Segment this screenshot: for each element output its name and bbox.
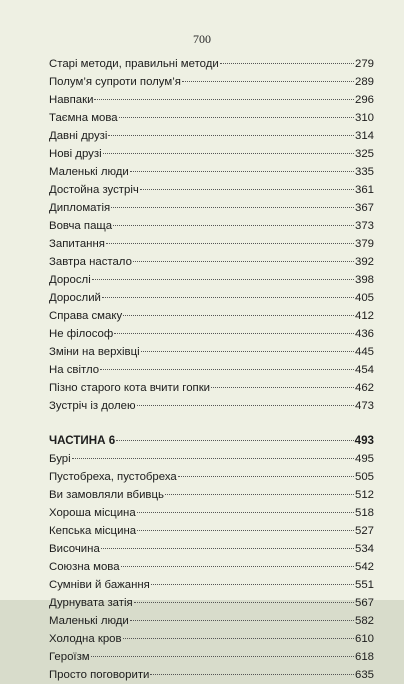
toc-entry [49, 91, 374, 109]
toc-entry [49, 558, 374, 576]
toc-entry [49, 486, 374, 504]
toc-part6-list [49, 450, 374, 684]
toc-entry-title: Достойна зустріч [49, 184, 139, 196]
dot-leader [123, 315, 354, 316]
toc-entry [49, 361, 374, 379]
dot-leader [137, 405, 354, 406]
toc-entry-title: Союзна мова [49, 561, 120, 573]
toc-entry-page-number: 373 [354, 220, 374, 232]
toc-entry [49, 343, 374, 361]
dot-leader [101, 548, 354, 549]
toc-entry-title: Справа смаку [49, 310, 123, 322]
toc-entry [49, 540, 374, 558]
toc-entry-page-number: 473 [354, 400, 374, 412]
toc-entry-page-number: 551 [354, 579, 374, 591]
dot-leader [130, 171, 354, 172]
toc-entry-title: Вовча паща [49, 220, 113, 232]
toc-entry-page-number: 325 [354, 148, 374, 160]
toc-entry [49, 307, 374, 325]
dot-leader [182, 81, 354, 82]
toc-entry-title: Нові друзі [49, 148, 102, 160]
toc-entry-title: Зустріч із долею [49, 400, 136, 412]
toc-entry [49, 181, 374, 199]
dot-leader [119, 117, 354, 118]
toc-entry [49, 522, 374, 540]
toc-entry-page-number: 505 [354, 471, 374, 483]
table-of-contents [49, 55, 374, 684]
toc-entry-title: Бурі [49, 453, 71, 465]
dot-leader [137, 512, 354, 513]
toc-entry-title: Дорослі [49, 274, 91, 286]
toc-entry-title: Дурнувата затія [49, 597, 133, 609]
toc-entry-title: Просто поговорити [49, 669, 150, 681]
toc-entry-page-number: 335 [354, 166, 374, 178]
toc-entry-page-number: 367 [354, 202, 374, 214]
toc-entry [49, 576, 374, 594]
dot-leader [116, 440, 354, 441]
toc-entry-page-number: 279 [354, 58, 374, 70]
toc-entry [49, 73, 374, 91]
dot-leader [150, 674, 354, 675]
toc-entry [49, 271, 374, 289]
dot-leader [113, 225, 354, 226]
toc-entry [49, 163, 374, 181]
toc-entry [49, 379, 374, 397]
dot-leader [141, 351, 354, 352]
toc-entry-title: Завтра настало [49, 256, 132, 268]
toc-entry-title: Пізно старого кота вчити гопки [49, 382, 211, 394]
toc-entry-title: Старі методи, правильні методи [49, 58, 219, 70]
toc-entry [49, 217, 374, 235]
toc-entry [49, 450, 374, 468]
toc-entry-title: Дипломатія [49, 202, 111, 214]
toc-section-list [49, 55, 374, 415]
dot-leader [133, 261, 354, 262]
toc-entry-title: Зміни на верхівці [49, 346, 140, 358]
dot-leader [106, 243, 354, 244]
dot-leader [103, 153, 354, 154]
toc-entry [49, 325, 374, 343]
toc-entry-title: Не філософ [49, 328, 114, 340]
toc-entry [49, 666, 374, 684]
toc-entry-title: Дорослий [49, 292, 101, 304]
toc-entry-page-number: 454 [354, 364, 374, 376]
toc-entry [49, 235, 374, 253]
toc-entry-title: Сумніви й бажання [49, 579, 150, 591]
dot-leader [111, 207, 354, 208]
toc-entry-page-number: 392 [354, 256, 374, 268]
dot-leader [130, 620, 354, 621]
toc-entry [49, 594, 374, 612]
toc-entry [49, 199, 374, 217]
toc-entry-title: Давні друзі [49, 130, 108, 142]
toc-entry-title: Ви замовляли вбивць [49, 489, 164, 501]
toc-entry-title: Височина [49, 543, 100, 555]
toc-entry [49, 55, 374, 73]
toc-entry-title: Запитання [49, 238, 105, 250]
dot-leader [137, 530, 354, 531]
toc-entry-page-number: 436 [354, 328, 374, 340]
toc-entry [49, 145, 374, 163]
toc-entry-page-number: 398 [354, 274, 374, 286]
toc-entry [49, 468, 374, 486]
toc-entry-title: Навпаки [49, 94, 94, 106]
dot-leader [211, 387, 354, 388]
dot-leader [100, 369, 354, 370]
toc-entry-page-number: 527 [354, 525, 374, 537]
toc-entry [49, 253, 374, 271]
toc-entry-title: Кепська місцина [49, 525, 137, 537]
toc-entry-page-number: 618 [354, 651, 374, 663]
dot-leader [94, 99, 354, 100]
toc-entry [49, 109, 374, 127]
dot-leader [102, 297, 354, 298]
toc-entry [49, 630, 374, 648]
toc-entry-page-number: 405 [354, 292, 374, 304]
dot-leader [92, 279, 354, 280]
toc-entry-page-number: 445 [354, 346, 374, 358]
toc-entry-page-number: 610 [354, 633, 374, 645]
toc-entry-page-number: 512 [354, 489, 374, 501]
dot-leader [165, 494, 354, 495]
toc-entry-title: Холодна кров [49, 633, 122, 645]
toc-entry [49, 289, 374, 307]
toc-entry-title: Маленькі люди [49, 166, 129, 178]
toc-entry [49, 504, 374, 522]
toc-entry-page-number: 534 [354, 543, 374, 555]
toc-entry [49, 397, 374, 415]
toc-entry-title: Героїзм [49, 651, 90, 663]
toc-entry-title: Таємна мова [49, 112, 118, 124]
toc-entry-page-number: 567 [354, 597, 374, 609]
dot-leader [114, 333, 354, 334]
dot-leader [134, 602, 354, 603]
dot-leader [140, 189, 354, 190]
part-page-number: 493 [354, 434, 374, 447]
toc-entry [49, 648, 374, 666]
toc-entry-page-number: 296 [354, 94, 374, 106]
toc-entry-title: Маленькі люди [49, 615, 129, 627]
toc-entry-page-number: 495 [354, 453, 374, 465]
dot-leader [151, 584, 354, 585]
toc-entry-page-number: 635 [354, 669, 374, 681]
toc-entry-title: Пустобреха, пустобреха [49, 471, 177, 483]
toc-part-heading [49, 432, 374, 450]
toc-entry-title: Полум’я супроти полум’я [49, 76, 181, 88]
toc-entry-page-number: 379 [354, 238, 374, 250]
toc-entry-page-number: 542 [354, 561, 374, 573]
page-number: 700 [193, 32, 211, 46]
toc-entry-title: Хороша місцина [49, 507, 136, 519]
dot-leader [121, 566, 354, 567]
toc-entry-title: На світло [49, 364, 100, 376]
dot-leader [108, 135, 354, 136]
dot-leader [91, 656, 354, 657]
toc-entry-page-number: 412 [354, 310, 374, 322]
dot-leader [178, 476, 354, 477]
part-title: ЧАСТИНА 6 [49, 434, 116, 447]
toc-entry-page-number: 310 [354, 112, 374, 124]
dot-leader [220, 63, 354, 64]
toc-entry-page-number: 314 [354, 130, 374, 142]
toc-entry-page-number: 518 [354, 507, 374, 519]
dot-leader [72, 458, 354, 459]
toc-entry-page-number: 361 [354, 184, 374, 196]
toc-entry-page-number: 462 [354, 382, 374, 394]
dot-leader [123, 638, 354, 639]
toc-entry [49, 612, 374, 630]
toc-entry-page-number: 582 [354, 615, 374, 627]
toc-entry-page-number: 289 [354, 76, 374, 88]
toc-entry [49, 127, 374, 145]
